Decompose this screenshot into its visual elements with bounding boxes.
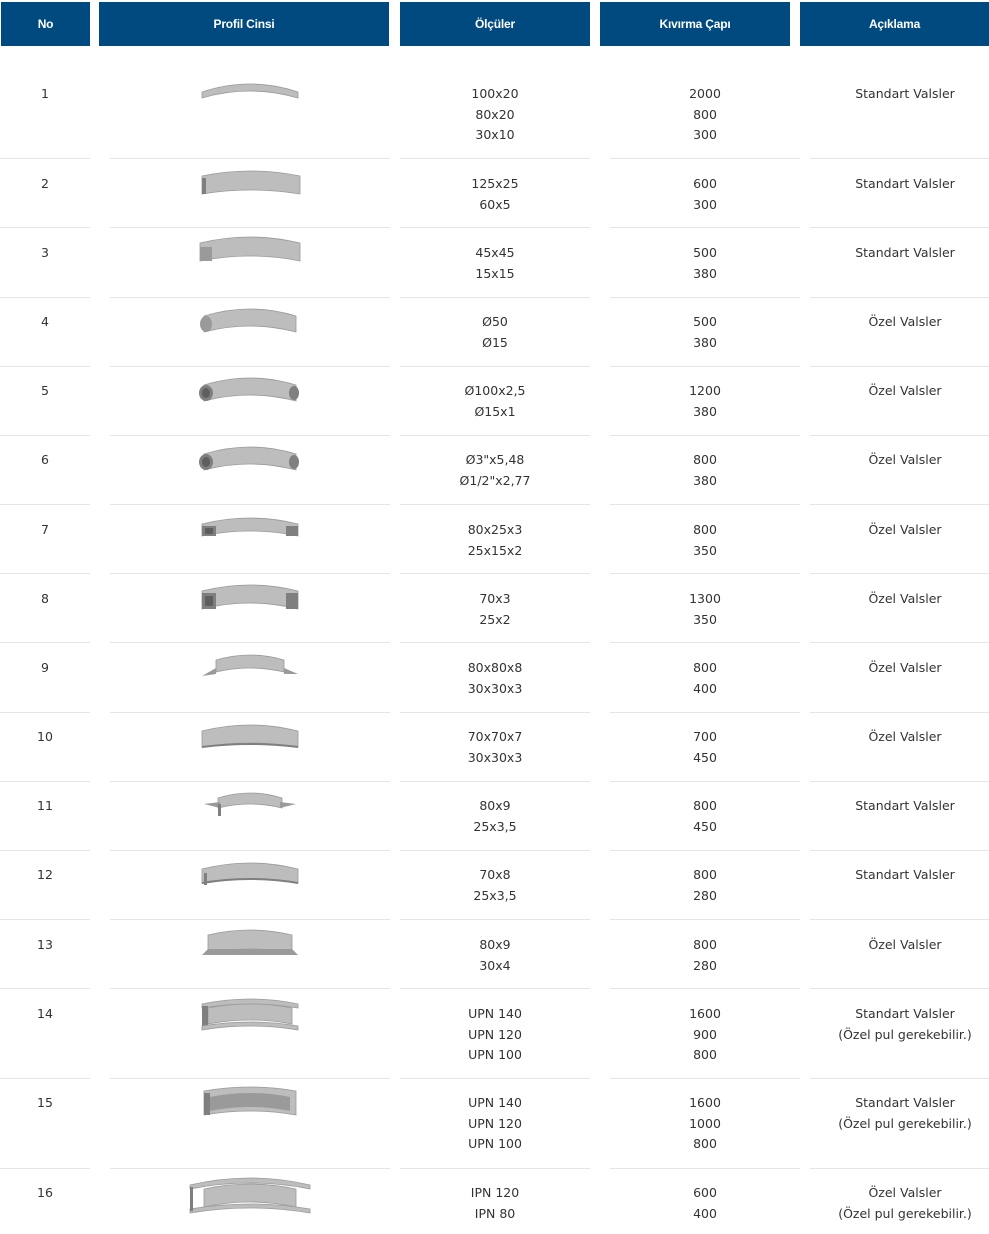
row-divider (810, 297, 989, 298)
dimensions-cell-line: 15x15 (475, 265, 515, 281)
dimensions-cell-line: 80x20 (475, 106, 515, 122)
bending-diameter-cell-line: 280 (693, 957, 717, 973)
row-divider (400, 781, 590, 782)
dimensions-cell-line: 80x25x3 (467, 522, 523, 537)
description-cell (810, 589, 989, 610)
bending-diameter-cell (610, 450, 800, 491)
row-divider (110, 504, 390, 505)
row-divider (400, 158, 590, 159)
dimensions-cell-line: UPN 100 (468, 1047, 522, 1062)
row-divider (610, 919, 800, 920)
description-cell-line: Özel Valsler (868, 522, 942, 537)
row-divider (400, 988, 590, 989)
bending-diameter-cell-line: 1300 (689, 591, 721, 606)
row-divider (0, 158, 90, 159)
bending-diameter-cell-line: 400 (693, 1205, 717, 1221)
bending-diameter-cell (610, 174, 800, 215)
dimensions-cell (400, 243, 590, 284)
row-divider (0, 227, 90, 228)
dimensions-cell-line: 60x5 (479, 196, 511, 212)
dimensions-cell-line: 80x9 (479, 937, 511, 952)
bending-diameter-cell (610, 865, 800, 906)
row-number: 6 (41, 452, 49, 467)
dimensions-cell-line: UPN 120 (468, 1115, 522, 1131)
description-cell-line: Özel Valsler (868, 729, 942, 744)
row-divider (0, 504, 90, 505)
description-cell (810, 658, 989, 679)
dimensions-cell-line: Ø3"x5,48 (465, 452, 525, 467)
bending-diameter-cell-line: 800 (693, 522, 717, 537)
rectangular-tube-arc-icon (180, 510, 320, 560)
row-divider (110, 781, 390, 782)
dimensions-cell (400, 727, 590, 768)
description-cell (810, 84, 989, 105)
row-number: 7 (41, 522, 49, 537)
bending-diameter-cell (610, 1093, 800, 1155)
row-divider (810, 435, 989, 436)
bending-diameter-cell-line: 380 (693, 265, 717, 281)
row-divider (810, 712, 989, 713)
description-cell-line: Standart Valsler (855, 1006, 955, 1021)
bending-diameter-cell-line: 800 (693, 452, 717, 467)
row-divider (610, 988, 800, 989)
dimensions-cell-line: Ø50 (482, 314, 508, 329)
bending-diameter-cell-line: 800 (693, 660, 717, 675)
description-cell (810, 312, 989, 333)
header-bending-diameter (600, 2, 790, 46)
square-bar-arc-icon (180, 233, 320, 283)
row-divider (110, 366, 390, 367)
dimensions-cell-line: UPN 140 (468, 1006, 522, 1021)
row-divider (110, 642, 390, 643)
bending-diameter-cell (610, 589, 800, 630)
header-no (1, 2, 90, 46)
description-cell-line: (Özel pul gerekebilir.) (838, 1026, 972, 1042)
row-divider (110, 712, 390, 713)
bending-diameter-cell-line: 1600 (689, 1006, 721, 1021)
dimensions-cell-line: Ø1/2"x2,77 (459, 472, 531, 488)
description-cell (810, 935, 989, 956)
dimensions-cell-line: 25x2 (479, 611, 511, 627)
header-profile-type (99, 2, 389, 46)
description-cell-line: Standart Valsler (855, 867, 955, 882)
dimensions-cell (400, 84, 590, 146)
row-number: 9 (41, 660, 49, 675)
dimensions-cell-line: 80x80x8 (467, 660, 523, 675)
header-bending-diameter-label: Kıvırma Çapı (659, 17, 731, 31)
dimensions-cell-line: UPN 100 (468, 1136, 522, 1151)
row-divider (610, 297, 800, 298)
bending-diameter-cell-line: 1600 (689, 1095, 721, 1110)
channel-flange-arc-icon (180, 1083, 320, 1133)
bending-diameter-cell-line: 700 (693, 729, 717, 744)
row-divider (110, 573, 390, 574)
description-cell (810, 1004, 989, 1045)
bending-diameter-cell (610, 658, 800, 699)
row-number: 16 (37, 1185, 53, 1200)
row-divider (110, 919, 390, 920)
row-divider (610, 227, 800, 228)
dimensions-cell (400, 1093, 590, 1155)
row-number: 1 (41, 86, 49, 101)
row-divider (110, 1168, 390, 1169)
header-description (800, 2, 989, 46)
row-divider (0, 988, 90, 989)
bending-diameter-cell-line: 380 (693, 403, 717, 419)
description-cell-line: Standart Valsler (855, 245, 955, 260)
channel-web-arc-icon (180, 994, 320, 1044)
row-divider (810, 1168, 989, 1169)
tee-flange-out-arc-icon (180, 786, 320, 836)
row-divider (0, 573, 90, 574)
row-divider (610, 435, 800, 436)
dimensions-cell-line: 25x3,5 (473, 818, 517, 834)
row-divider (610, 366, 800, 367)
description-cell-line: Standart Valsler (855, 798, 955, 813)
bending-diameter-cell-line: 400 (693, 680, 717, 696)
row-divider (810, 642, 989, 643)
row-divider (810, 988, 989, 989)
bending-diameter-cell-line: 350 (693, 611, 717, 627)
bending-diameter-cell-line: 800 (693, 937, 717, 952)
description-cell (810, 727, 989, 748)
dimensions-cell-line: Ø100x2,5 (464, 383, 526, 398)
dimensions-cell-line: Ø15 (482, 334, 508, 350)
dimensions-cell-line: 70x70x7 (467, 729, 523, 744)
row-divider (610, 1078, 800, 1079)
row-divider (810, 1078, 989, 1079)
description-cell (810, 1183, 989, 1224)
row-divider (810, 573, 989, 574)
row-divider (810, 504, 989, 505)
dimensions-cell (400, 589, 590, 630)
row-divider (400, 297, 590, 298)
row-divider (0, 642, 90, 643)
dimensions-cell-line: 70x8 (479, 867, 511, 882)
bending-diameter-cell (610, 520, 800, 561)
dimensions-cell (400, 450, 590, 491)
description-cell-line: Özel Valsler (868, 1185, 942, 1200)
row-divider (810, 781, 989, 782)
row-divider (110, 850, 390, 851)
header-dimensions-label: Ölçüler (475, 17, 515, 31)
row-divider (110, 435, 390, 436)
dimensions-cell (400, 1183, 590, 1224)
row-divider (400, 919, 590, 920)
dimensions-cell-line: 30x10 (475, 127, 515, 142)
row-divider (610, 158, 800, 159)
row-divider (0, 366, 90, 367)
angle-leg-in-arc-icon (180, 717, 320, 767)
row-divider (400, 1078, 590, 1079)
round-pipe-arc-icon (180, 371, 320, 421)
round-bar-arc-icon (180, 302, 320, 352)
dimensions-cell-line: 25x15x2 (467, 542, 523, 558)
bending-diameter-cell-line: 380 (693, 334, 717, 350)
dimensions-cell-line: 125x25 (471, 176, 519, 191)
bending-diameter-cell-line: 380 (693, 472, 717, 488)
description-cell-line: Özel Valsler (868, 660, 942, 675)
row-divider (0, 1078, 90, 1079)
row-divider (810, 919, 989, 920)
description-cell-line: Özel Valsler (868, 383, 942, 398)
row-number: 14 (37, 1006, 53, 1021)
row-number: 8 (41, 591, 49, 606)
bending-diameter-cell-line: 600 (693, 176, 717, 191)
row-divider (0, 850, 90, 851)
dimensions-cell-line: 25x3,5 (473, 887, 517, 903)
row-number: 3 (41, 245, 49, 260)
row-divider (400, 850, 590, 851)
flat-bar-arc-icon (180, 74, 320, 124)
row-divider (0, 919, 90, 920)
dimensions-cell-line: 30x4 (479, 957, 511, 973)
description-cell-line: (Özel pul gerekebilir.) (838, 1205, 972, 1221)
row-number: 4 (41, 314, 49, 329)
row-number: 11 (37, 798, 53, 813)
bending-diameter-cell-line: 300 (693, 196, 717, 212)
square-tube-arc-icon (180, 579, 320, 629)
flat-bar-hard-bend-icon (180, 164, 320, 214)
dimensions-cell-line: 80x9 (479, 798, 511, 813)
dimensions-cell (400, 381, 590, 422)
description-cell (810, 174, 989, 195)
dimensions-cell-line: 30x30x3 (467, 749, 523, 765)
bending-diameter-cell-line: 800 (693, 798, 717, 813)
row-divider (110, 227, 390, 228)
bending-diameter-cell-line: 800 (693, 106, 717, 122)
description-cell-line: Özel Valsler (868, 937, 942, 952)
row-divider (610, 1168, 800, 1169)
row-divider (110, 297, 390, 298)
row-divider (110, 988, 390, 989)
bending-diameter-cell-line: 2000 (689, 86, 721, 101)
bending-diameter-cell (610, 1183, 800, 1224)
bending-diameter-cell-line: 800 (693, 1136, 717, 1151)
bending-diameter-cell-line: 500 (693, 314, 717, 329)
bending-diameter-cell-line: 500 (693, 245, 717, 260)
row-divider (810, 850, 989, 851)
dimensions-cell-line: IPN 120 (470, 1185, 520, 1200)
dimensions-cell-line: 30x30x3 (467, 680, 523, 696)
dimensions-cell-line: UPN 140 (468, 1095, 522, 1110)
i-beam-arc-icon (180, 1173, 320, 1223)
row-divider (810, 366, 989, 367)
description-cell (810, 865, 989, 886)
round-pipe-arc-icon (180, 440, 320, 490)
dimensions-cell-line: 100x20 (471, 86, 519, 101)
row-divider (0, 1168, 90, 1169)
dimensions-cell (400, 865, 590, 906)
bending-diameter-cell-line: 300 (693, 127, 717, 142)
description-cell (810, 796, 989, 817)
row-number: 2 (41, 176, 49, 191)
row-divider (610, 781, 800, 782)
bending-diameter-cell (610, 84, 800, 146)
bending-diameter-cell-line: 600 (693, 1185, 717, 1200)
row-divider (400, 504, 590, 505)
row-divider (0, 297, 90, 298)
dimensions-cell-line: UPN 120 (468, 1026, 522, 1042)
row-divider (400, 1168, 590, 1169)
row-divider (0, 712, 90, 713)
dimensions-cell-line: 45x45 (475, 245, 515, 260)
dimensions-cell (400, 1004, 590, 1066)
bending-diameter-cell-line: 450 (693, 818, 717, 834)
bending-diameter-cell-line: 900 (693, 1026, 717, 1042)
description-cell-line: Özel Valsler (868, 314, 942, 329)
row-number: 13 (37, 937, 53, 952)
bending-diameter-cell (610, 243, 800, 284)
dimensions-cell (400, 312, 590, 353)
description-cell-line: Özel Valsler (868, 452, 942, 467)
row-divider (610, 573, 800, 574)
description-cell (810, 243, 989, 264)
row-divider (110, 1078, 390, 1079)
description-cell (810, 450, 989, 471)
bending-diameter-cell-line: 450 (693, 749, 717, 765)
bending-diameter-cell-line: 800 (693, 1047, 717, 1062)
row-divider (610, 850, 800, 851)
row-number: 5 (41, 383, 49, 398)
tee-web-arc-icon (180, 925, 320, 975)
row-number: 12 (37, 867, 53, 882)
bending-diameter-cell-line: 1000 (689, 1115, 721, 1131)
bending-diameter-cell (610, 935, 800, 976)
description-cell (810, 381, 989, 402)
description-cell (810, 1093, 989, 1134)
description-cell-line: Standart Valsler (855, 86, 955, 101)
bending-diameter-cell (610, 381, 800, 422)
row-divider (810, 158, 989, 159)
row-divider (610, 712, 800, 713)
dimensions-cell (400, 658, 590, 699)
row-divider (400, 366, 590, 367)
tee-flange-in-arc-icon (180, 855, 320, 905)
bending-diameter-cell-line: 1200 (689, 383, 721, 398)
dimensions-cell (400, 174, 590, 215)
dimensions-cell-line: 70x3 (479, 591, 511, 606)
bending-diameter-cell (610, 312, 800, 353)
row-divider (610, 504, 800, 505)
bending-diameter-cell-line: 800 (693, 867, 717, 882)
row-divider (0, 435, 90, 436)
row-divider (400, 435, 590, 436)
bending-diameter-cell-line: 350 (693, 542, 717, 558)
description-cell-line: Standart Valsler (855, 176, 955, 191)
row-divider (400, 642, 590, 643)
dimensions-cell (400, 520, 590, 561)
description-cell-line: Standart Valsler (855, 1095, 955, 1110)
header-profile-type-label: Profil Cinsi (213, 17, 275, 31)
row-divider (400, 573, 590, 574)
bending-diameter-cell (610, 796, 800, 837)
row-divider (400, 227, 590, 228)
description-cell (810, 520, 989, 541)
bending-diameter-cell (610, 1004, 800, 1066)
row-divider (110, 158, 390, 159)
description-cell-line: (Özel pul gerekebilir.) (838, 1115, 972, 1131)
dimensions-cell (400, 935, 590, 976)
header-no-label: No (37, 17, 54, 31)
row-divider (400, 712, 590, 713)
dimensions-cell (400, 796, 590, 837)
row-divider (610, 642, 800, 643)
row-number: 15 (37, 1095, 53, 1110)
description-cell-line: Özel Valsler (868, 591, 942, 606)
row-divider (0, 781, 90, 782)
bending-diameter-cell (610, 727, 800, 768)
header-dimensions (400, 2, 590, 46)
angle-leg-out-arc-icon (180, 648, 320, 698)
row-number: 10 (37, 729, 53, 744)
dimensions-cell-line: Ø15x1 (474, 403, 516, 419)
header-description-label: Açıklama (868, 17, 921, 31)
row-divider (810, 227, 989, 228)
bending-diameter-cell-line: 280 (693, 887, 717, 903)
dimensions-cell-line: IPN 80 (474, 1205, 516, 1221)
